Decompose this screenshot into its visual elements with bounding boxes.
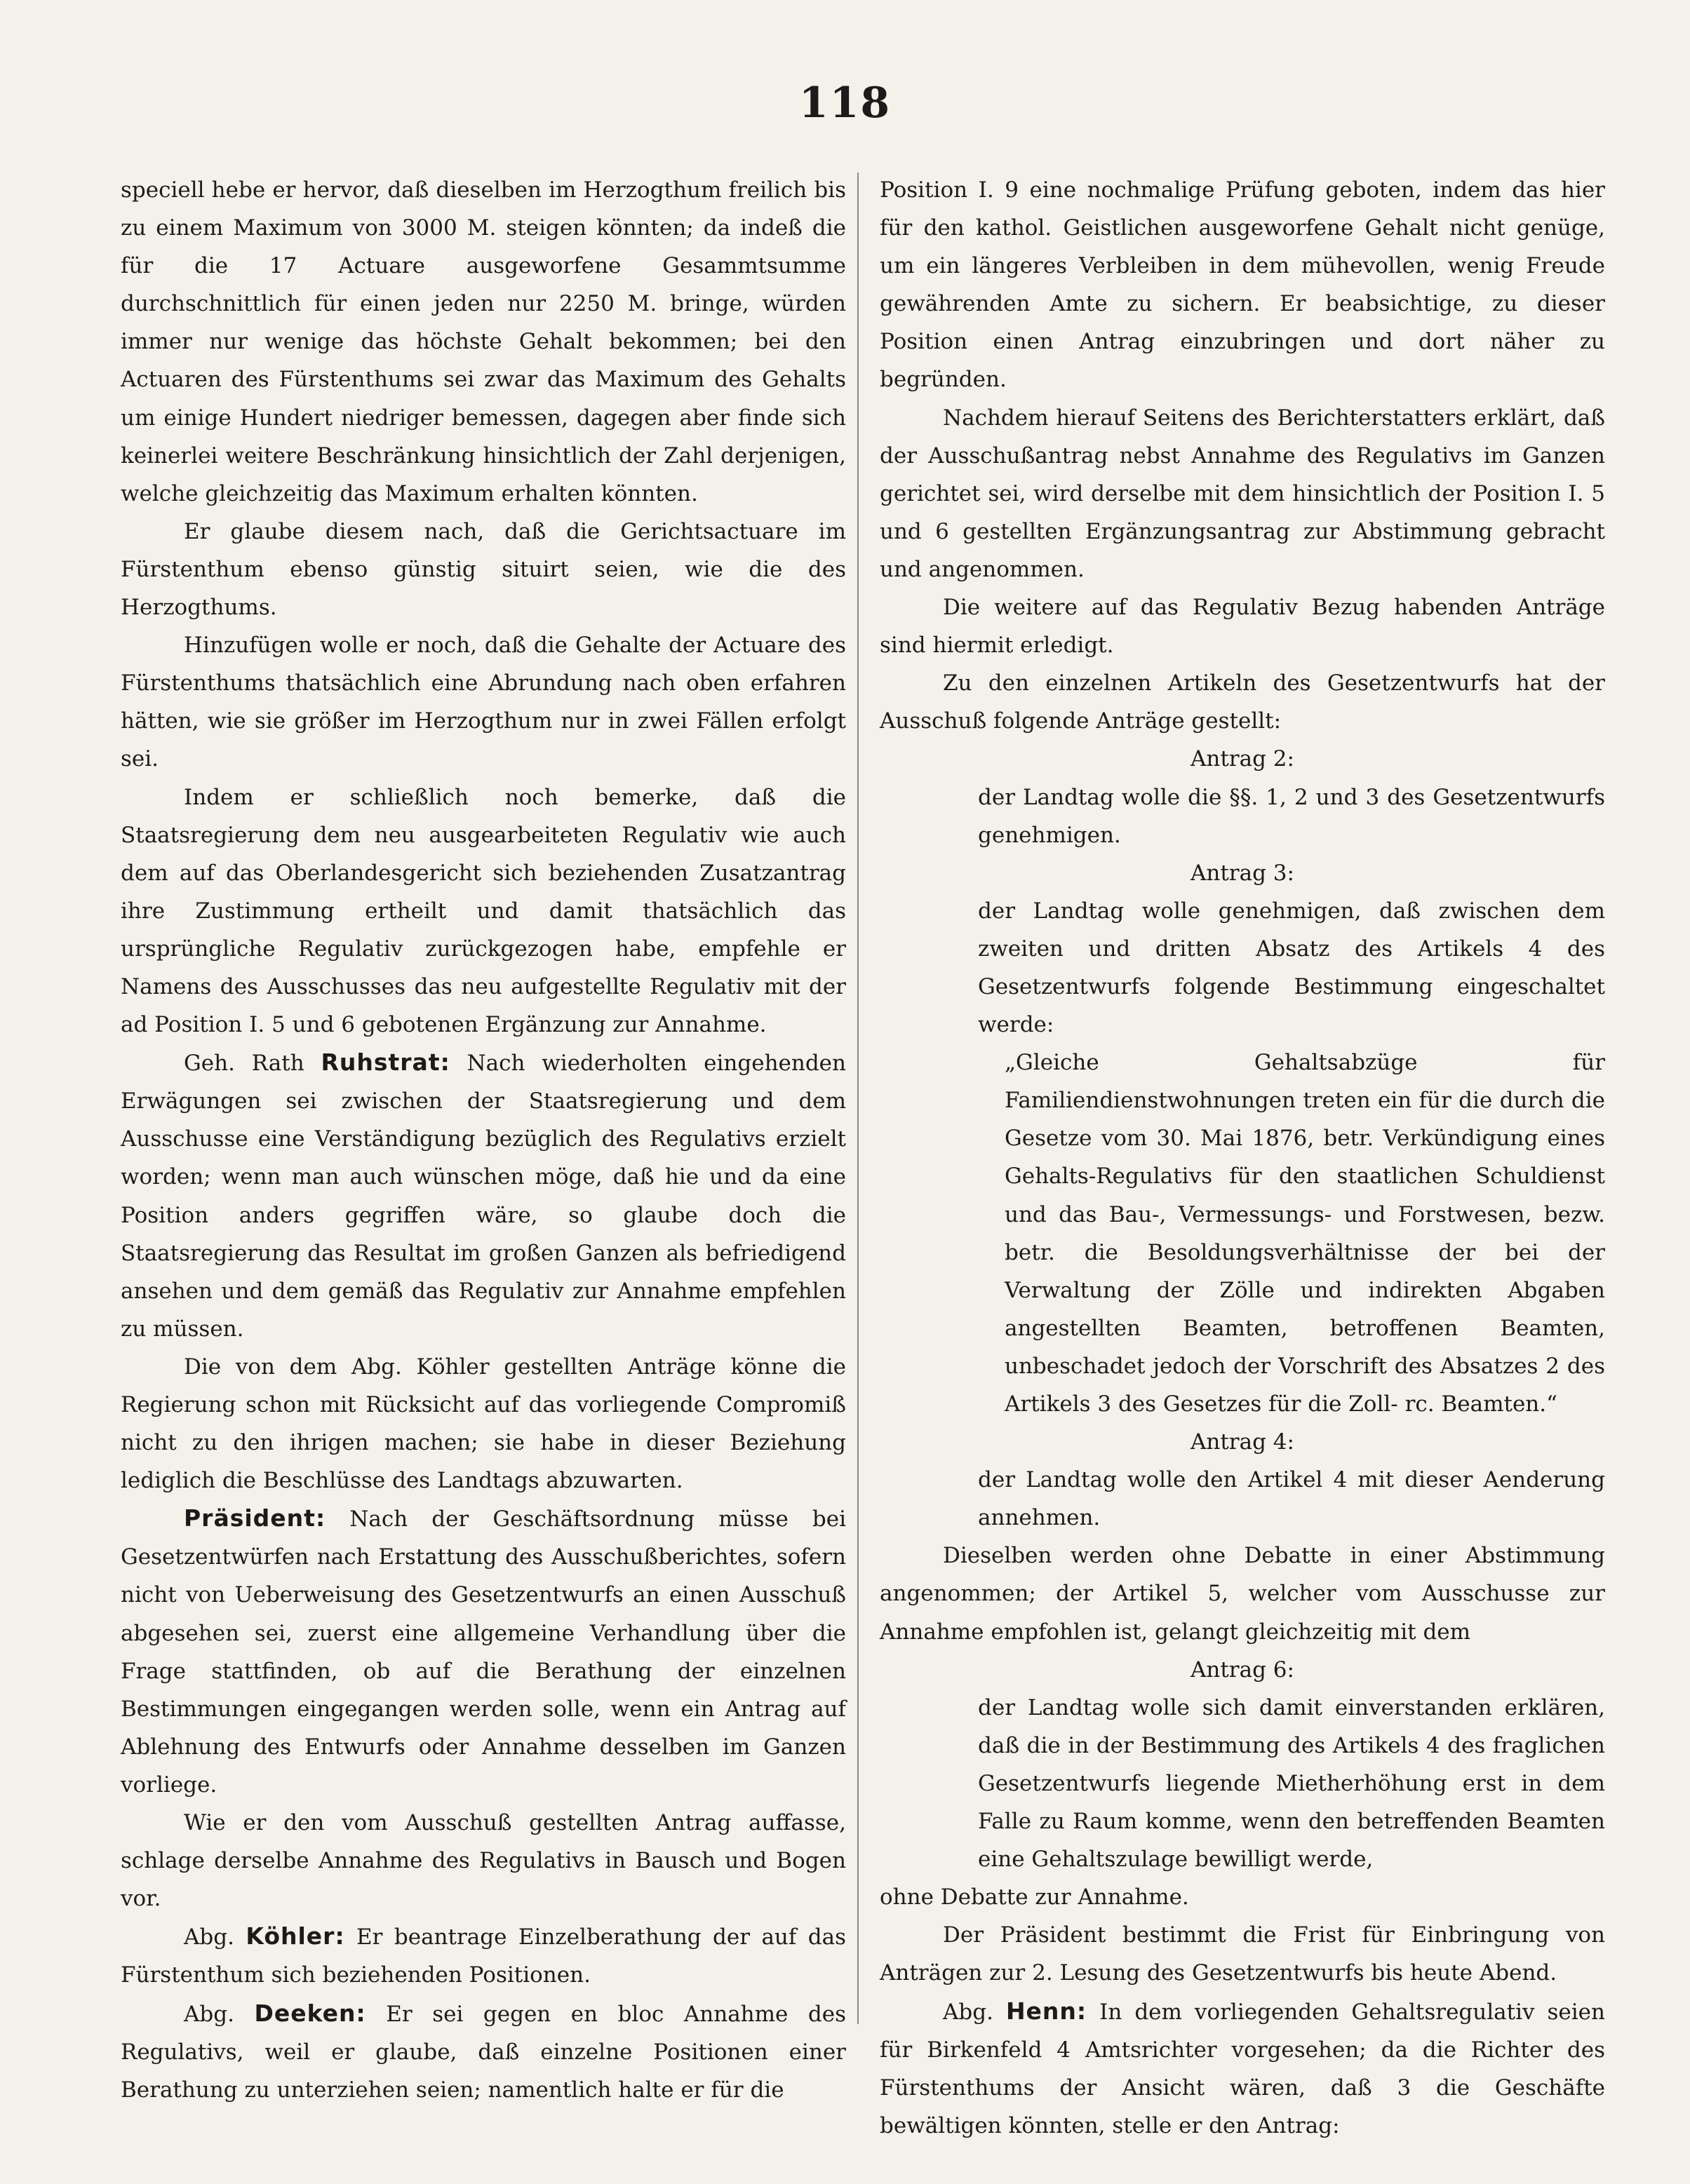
antrag-text: der Landtag wolle sich damit einverstanden erklären, daß die in der Bestimmung des Artikels 4 des fraglichen Gesetzentwurfs liegende Mietherhöhung erst in dem Falle zu Raum komme, wenn den betreffenden Beamten eine Gehaltszulage bewilligt werde, — [978, 1694, 1605, 1873]
speaker-name: Ruhstrat: — [321, 1049, 450, 1077]
speaker-prefix: Abg. — [184, 1925, 246, 1950]
paragraph: Dieselben werden ohne Debatte in einer Abstimmung angenommen; der Artikel 5, welcher vom Ausschusse zur Annahme empfohlen ist, gelangt gleichzeitig mit dem — [880, 1543, 1605, 1645]
antrag-text: der Landtag wolle den Artikel 4 mit dieser Aenderung annehmen. — [978, 1467, 1605, 1531]
speech-text: Er sei gegen en bloc Annahme des Regulativs, weil er glaube, daß einzelne Positionen einer Berathung zu unterziehen seien; namentlich halte er für die — [121, 2001, 846, 2103]
paragraph: Nachdem hierauf Seitens des Berichterstatters erklärt, daß der Ausschußantrag nebst Annahme des Regulativs im Ganzen gerichtet sei, wird derselbe mit dem hinsichtlich der Position I. 5 und 6 gestellten Ergänzungsantrag zur Abstimmung gebracht und angenommen. — [880, 405, 1605, 582]
left-column — [121, 171, 846, 2109]
page-number: 118 — [798, 79, 892, 128]
speaker-prefix: Abg. — [184, 2001, 255, 2027]
speech-paragraph — [121, 1044, 846, 1348]
speech-paragraph — [121, 1995, 846, 2109]
speech-text: In dem vorliegenden Gehaltsregulativ seien für Birkenfeld 4 Amtsrichter vorgesehen; da die Richter des Fürstenthums der Ansicht wären, daß 3 die Geschäfte bewältigen könnten, stelle er den Antrag: — [880, 1999, 1605, 2138]
speaker-name: Köhler: — [246, 1922, 345, 1950]
speech-text: Er beantrage Einzelberathung der auf das Fürstenthum sich beziehenden Positionen. — [121, 1925, 846, 1988]
antrag-text: der Landtag wolle genehmigen, daß zwischen dem zweiten und dritten Absatz des Artikels 4 des Gesetzentwurfs folgende Bestimmung eingeschaltet werde: — [978, 898, 1605, 1038]
column-divider — [857, 173, 859, 2024]
antrag-heading: Antrag 6: — [1191, 1657, 1294, 1683]
paragraph: Indem er schließlich noch bemerke, daß die Staatsregierung dem neu ausgearbeiteten Regulativ wie auch dem auf das Oberlandesgericht sich beziehenden Zusatzantrag ihre Zustimmung ertheilt und damit thatsächlich das ursprüngliche Regulativ zurückgezogen habe, empfehle er Namens des Ausschusses das neu aufgestellte Regulativ mit der ad Position I. 5 und 6 gebotenen Ergänzung zur Annahme. — [121, 784, 846, 1038]
speech-paragraph — [880, 1993, 1605, 2145]
speech-text: Nach der Geschäftsordnung müsse bei Gesetzentwürfen nach Erstattung des Ausschußberichtes, sofern nicht von Ueberweisung des Gesetzentwurfs an einen Ausschuß abgesehen sei, zuerst eine allgemeine Verhandlung über die Frage stattfinden, ob auf die Berathung der einzelnen Bestimmungen eingegangen werden solle, wenn ein Antrag auf Ablehnung des Entwurfs oder Annahme desselben im Ganzen vorliege. — [121, 1506, 846, 1798]
paragraph: Zu den einzelnen Artikeln des Gesetzentwurfs hat der Ausschuß folgende Anträge gestellt: — [880, 670, 1605, 734]
antrag-heading: Antrag 4: — [1191, 1429, 1294, 1455]
paragraph: ohne Debatte zur Annahme. — [880, 1885, 1189, 1910]
antrag-quote: „Gleiche Gehaltsabzüge für Familiendienstwohnungen treten ein für die durch die Gesetze vom 30. Mai 1876, betr. Verkündigung eines Gehalts-Regulativs für den staatlichen Schuldienst und das Bau-, Vermessungs- und Forstwesen, bezw. betr. die Besoldungsverhältnisse der bei der Verwaltung der Zölle und indirekten Abgaben angestellten Beamten, betroffenen Beamten, unbeschadet jedoch der Vorschrift des Absatzes 2 des Artikels 3 des Gesetzes für die Zoll- rc. Beamten.“ — [1005, 1050, 1605, 1417]
speaker-name: Deeken: — [254, 1999, 366, 2027]
speech-paragraph — [121, 1917, 846, 1994]
paragraph: speciell hebe er hervor, daß dieselben im Herzogthum freilich bis zu einem Maximum von 3000 M. steigen könnten; da indeß die für die 17 Actuare ausgeworfene Gesammtsumme durchschnittlich für einen jeden nur 2250 M. bringe, würden immer nur wenige das höchste Gehalt bekommen; bei den Actuaren des Fürstenthums sei zwar das Maximum des Gehalts um einige Hundert niedriger bemessen, dagegen aber finde sich keinerlei weitere Beschränkung hinsichtlich der Zahl derjenigen, welche gleichzeitig das Maximum erhalten könnten. — [121, 177, 846, 506]
paragraph: Position I. 9 eine nochmalige Prüfung geboten, indem das hier für den kathol. Geistlichen ausgeworfene Gehalt nicht genüge, um ein längeres Verbleiben in dem mühevollen, wenig Freude gewährenden Amte zu sichern. Er beabsichtige, zu dieser Position einen Antrag einzubringen und dort näher zu begründen. — [880, 177, 1605, 393]
paragraph: Er glaube diesem nach, daß die Gerichtsactuare im Fürstenthum ebenso günstig situirt seien, wie die des Herzogthums. — [121, 518, 846, 621]
antrag-heading: Antrag 3: — [1191, 860, 1294, 886]
paragraph: Der Präsident bestimmt die Frist für Einbringung von Anträgen zur 2. Lesung des Gesetzentwurfs bis heute Abend. — [880, 1922, 1605, 1986]
speech-paragraph — [121, 1499, 846, 1804]
speech-text: Nach wiederholten eingehenden Erwägungen sei zwischen der Staatsregierung und dem Ausschusse eine Verständigung bezüglich des Regulativs erzielt worden; wenn man auch wünschen möge, daß hie und da eine Position anders gegriffen wäre, so glaube doch die Staatsregierung das Resultat im großen Ganzen als befriedigend ansehen und dem gemäß das Regulativ zur Annahme empfehlen zu müssen. — [121, 1051, 846, 1342]
speaker-prefix: Geh. Rath — [184, 1051, 321, 1077]
speaker-name: Präsident: — [184, 1504, 326, 1532]
speaker-prefix: Abg. — [943, 1999, 1006, 2025]
speaker-name: Henn: — [1005, 1997, 1087, 2025]
paragraph: Hinzufügen wolle er noch, daß die Gehalte der Actuare des Fürstenthums thatsächlich eine Abrundung nach oben erfahren hätten, wie sie größer im Herzogthum nur in zwei Fällen erfolgt sei. — [121, 633, 846, 772]
paragraph: Wie er den vom Ausschuß gestellten Antrag auffasse, schlage derselbe Annahme des Regulativs in Bausch und Bogen vor. — [121, 1810, 846, 1912]
right-column — [880, 171, 1605, 2145]
paragraph: Die von dem Abg. Köhler gestellten Anträge könne die Regierung schon mit Rücksicht auf das vorliegende Compromiß nicht zu den ihrigen machen; sie habe in dieser Beziehung lediglich die Beschlüsse des Landtags abzuwarten. — [121, 1354, 846, 1494]
paragraph: Die weitere auf das Regulativ Bezug habenden Anträge sind hiermit erledigt. — [880, 595, 1605, 659]
antrag-heading: Antrag 2: — [1191, 746, 1294, 772]
antrag-text: der Landtag wolle die §§. 1, 2 und 3 des Gesetzentwurfs genehmigen. — [978, 784, 1605, 848]
